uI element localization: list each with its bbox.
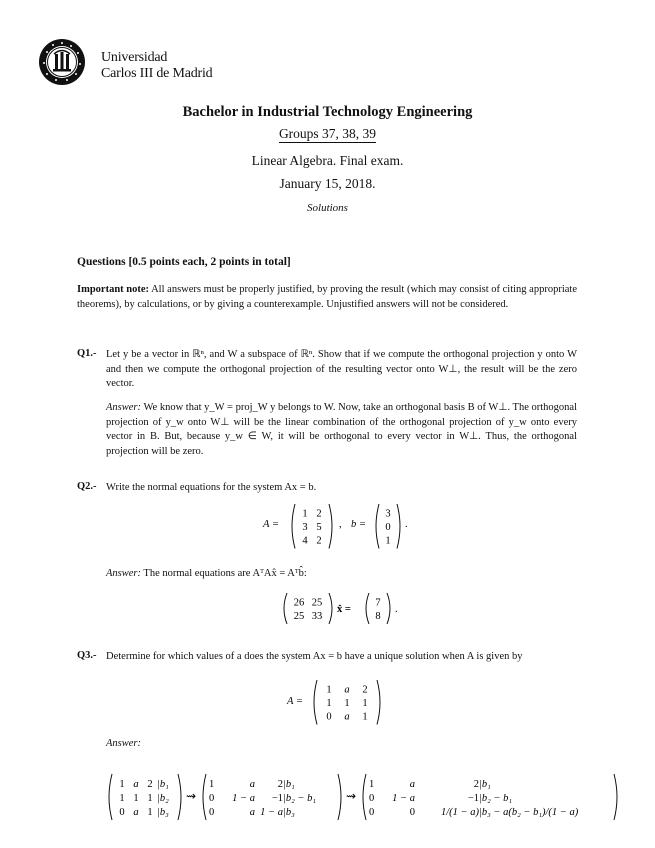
university-name (101, 50, 212, 82)
q2-matrices (255, 500, 455, 550)
q3-m2-cell: |b₃ (283, 807, 295, 818)
q2-b-vector-cell: 0 (385, 522, 391, 533)
q2-text: Write the normal equations for the system Ax = b. (106, 482, 317, 493)
q3-m1-cell: |b₁ (157, 779, 169, 790)
q2-ATb-vector-cell: 7 (375, 597, 381, 609)
q2-ATb-vector-cell: 8 (375, 611, 381, 622)
q2-A-matrix-cell: 5 (316, 522, 322, 533)
university-line-2: Carlos III de Madrid (101, 66, 213, 81)
groups (0, 126, 655, 142)
q2-normal-equations (275, 590, 405, 626)
important-note-label: Important note: (77, 284, 150, 295)
q3-m2-cell: 1 − a (232, 793, 255, 804)
q2-A-matrix-cell: 2 (316, 508, 322, 520)
q3-text: Determine for which values of a does the system Ax = b have a unique solution when A is given by (106, 651, 523, 662)
q3-m1-cell: 2 (147, 779, 153, 790)
q3-m2-cell: 0 (209, 807, 215, 818)
q3-m3-cell: 1 − a (392, 793, 415, 804)
q3-A-matrix-cell: 1 (362, 711, 368, 723)
q2-A-matrix-left-paren (292, 504, 295, 549)
q3-m1-cell: |b₂ (157, 793, 169, 804)
q3-m2-cell: a (249, 807, 255, 818)
exam-title: Linear Algebra. Final exam. (251, 153, 404, 168)
q3-m3-cell: 0 (369, 807, 375, 818)
q3-m3-cell: 1/(1 − a) (441, 807, 479, 818)
q3-m2-right-paren (338, 774, 341, 820)
q2-b-symbol: b = (351, 519, 366, 530)
q1-label: Q1.- (77, 348, 97, 359)
q3-m1-cell: 1 (119, 793, 125, 804)
q3-answer-label: Answer: (106, 738, 141, 749)
q3-A-symbol: A = (287, 696, 303, 707)
q3-A-matrix-cell: 2 (362, 684, 368, 696)
q3-m1-cell: 1 (147, 793, 153, 804)
q2-A-matrix-right-paren (329, 504, 332, 549)
q3-m3-cell: 0 (369, 793, 375, 804)
university-seal-logo (38, 38, 86, 86)
q3-A-matrix-cell: a (344, 684, 350, 696)
subtitle: Solutions (307, 202, 348, 214)
q1-answer (106, 401, 577, 459)
q3-m1-cell: 1 (133, 793, 139, 804)
important-note (77, 283, 577, 312)
q3-arrow-2: ⇝ (345, 789, 357, 803)
degree-title: Bachelor in Industrial Technology Engineering (182, 104, 473, 120)
q3-m3-cell: |b₂ − b₁ (479, 793, 513, 804)
q3-A-matrix-cell: a (344, 711, 350, 723)
q3-A-matrix-cell: 0 (326, 711, 332, 723)
q3-m3-cell: |b₃ − a(b₂ − b₁)/(1 − a) (479, 807, 579, 818)
q3-m3-cell: 1 (369, 779, 375, 790)
q3-row-reduction (106, 772, 655, 824)
q1-text: Let y be a vector in ℝⁿ, and W a subspace of ℝⁿ. Show that if we compute the orthogonal projection y onto W and then we compute the orthogonal projection of the resulting vector onto W⊥, the result will be the zero vector. (106, 349, 577, 389)
q2-ans-period: . (395, 604, 398, 615)
q2-period: . (405, 519, 408, 530)
q2-ATA-matrix-cell: 25 (293, 611, 305, 622)
q3-m1-cell: a (133, 779, 139, 790)
q2-ATA-matrix-right-paren (329, 593, 332, 624)
q2-b-vector-cell: 3 (385, 508, 391, 520)
q3-matrix-A (285, 676, 395, 726)
q2-b-vector-left-paren (376, 504, 379, 549)
groups-text: Groups 37, 38, 39 (278, 126, 377, 141)
q3-answer (106, 737, 577, 752)
q3-m2-cell: 1 − a (260, 807, 283, 818)
q2-ATA-matrix-cell: 25 (311, 597, 323, 609)
q3-m1-cell: 0 (119, 807, 125, 818)
q3-m1-right-paren (178, 774, 181, 820)
q3-m3-cell: a (409, 779, 415, 790)
q2-A-matrix-cell: 2 (316, 535, 322, 547)
q2-answer-text: The normal equations are AᵀAx̂ = Aᵀb̂: (141, 568, 307, 579)
q2-ATb-vector-right-paren (387, 593, 390, 624)
q2-xhat-symbol: x̂ = (337, 604, 351, 615)
q3-m3-cell: 0 (409, 807, 415, 818)
q3-m1-cell: 1 (147, 807, 153, 818)
q3-m3-cell: 2 (473, 779, 479, 790)
q3-arrow-1: ⇝ (185, 789, 197, 803)
q2-ATb-vector-left-paren (366, 593, 369, 624)
q3-m2-cell: |b₂ − b₁ (283, 793, 317, 804)
q3-m1-cell: a (133, 807, 139, 818)
q3-m2-cell: −1 (271, 793, 283, 804)
q3-A-matrix-left-paren (314, 680, 317, 725)
q3-A-matrix-right-paren (377, 680, 380, 725)
q2-A-matrix-cell: 1 (302, 508, 308, 520)
q3-A-matrix-cell: 1 (326, 698, 332, 709)
q2-ATA-matrix-cell: 26 (293, 597, 305, 609)
q3-m2-cell: a (249, 779, 255, 790)
q3-m2-cell: |b₁ (283, 779, 295, 790)
q3-label: Q3.- (77, 650, 97, 661)
q3-m2-left-paren (203, 774, 206, 820)
q2-b-vector-right-paren (397, 504, 400, 549)
q2-A-matrix-cell: 4 (302, 535, 308, 547)
q2-A-symbol: A = (263, 519, 279, 530)
q3-m3-right-paren (614, 774, 617, 820)
section-title: Questions [0.5 points each, 2 points in total] (77, 256, 291, 268)
q2-A-matrix-cell: 3 (302, 522, 308, 533)
q1-answer-text: We know that y_W = proj_W y belongs to W. Now, take an orthogonal basis B of W⊥. The orthogonal projection of y_w onto W⊥ will be the linear combination of the orthogonal projection of y_w onto every vector in B. But, because y_w ∈ W, it will be orthogonal to every vector in W⊥. Thus, the orthogonal projection will be zero. (106, 402, 577, 457)
q3-m1-cell: 1 (119, 779, 125, 790)
q3-A-matrix-cell: 1 (362, 698, 368, 709)
q3-m2-cell: 2 (277, 779, 283, 790)
q2-ATA-matrix-cell: 33 (311, 611, 323, 622)
q2-answer (106, 567, 577, 582)
q3-A-matrix-cell: 1 (344, 698, 350, 709)
q3-m1-cell: |b₃ (157, 807, 169, 818)
q3-m1-left-paren (109, 774, 112, 820)
q3-m3-cell: −1 (467, 793, 479, 804)
q2-comma: , (339, 519, 342, 530)
q2-label: Q2.- (77, 481, 97, 492)
q3-A-matrix-cell: 1 (326, 684, 332, 696)
q3-m2-cell: 1 (209, 779, 215, 790)
q3-m2-cell: 0 (209, 793, 215, 804)
q2-ATA-matrix-left-paren (284, 593, 287, 624)
university-line-1: Universidad (101, 50, 168, 65)
q3-m3-left-paren (363, 774, 366, 820)
important-note-text: All answers must be properly justified, by proving the result (which may consist of citing appropriate theorems), by calculations, or by giving a counterexample. Unjustified answers will not be considered. (77, 284, 577, 310)
q2-answer-label: Answer: (106, 568, 141, 579)
exam-date: January 15, 2018. (279, 176, 376, 191)
q1-answer-label: Answer: (106, 402, 141, 413)
q2-b-vector-cell: 1 (385, 535, 391, 547)
q3-m3-cell: |b₁ (479, 779, 491, 790)
